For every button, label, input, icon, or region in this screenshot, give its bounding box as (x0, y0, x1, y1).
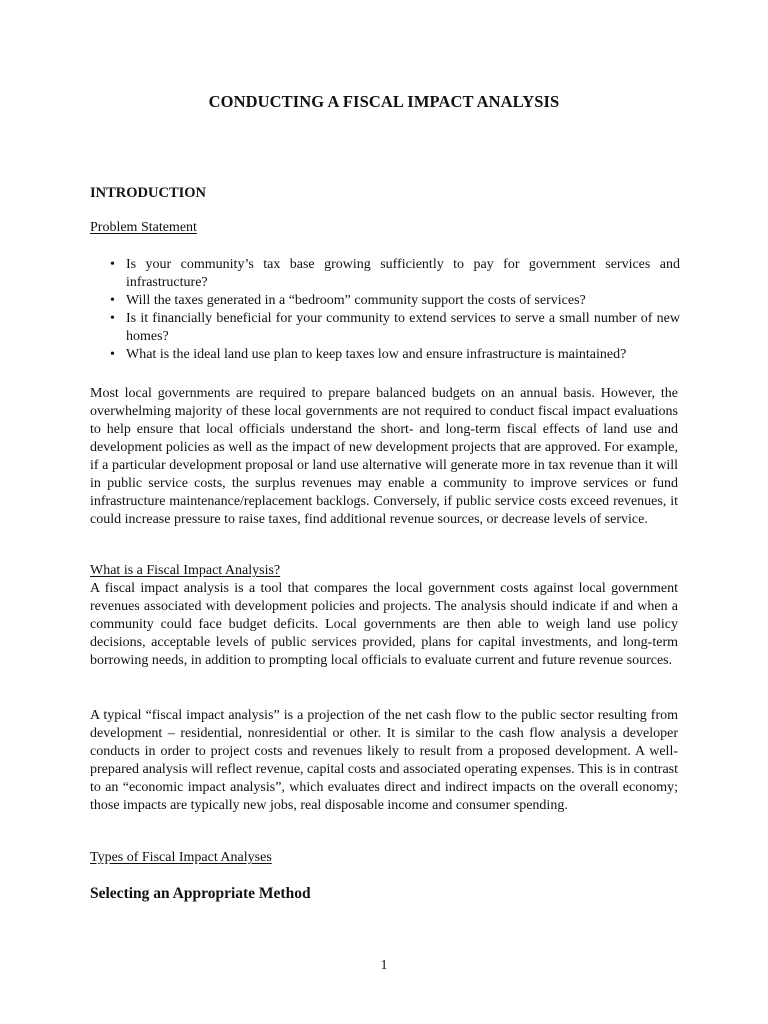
subheading-problem-statement: Problem Statement (90, 220, 197, 235)
problem-statement-list (90, 256, 680, 364)
list-item-text: What is the ideal land use plan to keep taxes low and ensure infrastructure is maintained? (126, 347, 627, 362)
paragraph-what-is: A fiscal impact analysis is a tool that compares the local government costs against local government revenues associated with development policies and projects. The analysis should indicate if and when a community could face budget deficits. Local governments are then able to weigh land use policy decisions, acceptable levels of public services provided, plans for capital investments, and long-term borrowing needs, in addition to prompting local officials to evaluate current and future revenue sources. (90, 581, 678, 668)
list-item (90, 256, 680, 292)
section-heading-introduction: INTRODUCTION (90, 185, 207, 201)
page-number: 1 (380, 958, 388, 973)
subheading-what-is-fiscal-impact-analysis: What is a Fiscal Impact Analysis? (90, 563, 281, 578)
bullet-icon: • (110, 257, 115, 272)
list-item (90, 292, 680, 310)
paragraph-budgets: Most local governments are required to prepare balanced budgets on an annual basis. However, the overwhelming majority of these local governments are not required to conduct fiscal impact evaluations to help ensure that local officials understand the short- and long-term fiscal effects of land use and development policies as well as the impact of new development projects that are approved. For example, if a particular development proposal or land use alternative will generate more in tax revenue than it will in public service costs, the surplus revenues may enable a community to improve services or fund infrastructure maintenance/replacement backlogs. Conversely, if public service costs exceed revenues, it could increase pressure to raise taxes, find additional revenue sources, or decrease levels of service. (90, 386, 678, 527)
document-title: CONDUCTING A FISCAL IMPACT ANALYSIS (208, 92, 560, 111)
heading-selecting-method: Selecting an Appropriate Method (90, 885, 311, 902)
list-item-text: Is your community’s tax base growing sufficiently to pay for government services and infrastructure? (126, 257, 680, 290)
bullet-icon: • (110, 311, 115, 326)
list-item (90, 310, 680, 346)
list-item-text: Will the taxes generated in a “bedroom” community support the costs of services? (126, 293, 586, 308)
subheading-types-of-analyses: Types of Fiscal Impact Analyses (90, 850, 272, 865)
paragraph-typical-analysis: A typical “fiscal impact analysis” is a projection of the net cash flow to the public sector resulting from development – residential, nonresidential or other. It is similar to the cash flow analysis a developer conducts in order to project costs and revenues likely to result from a proposed development. A well-prepared analysis will reflect revenue, capital costs and associated operating expenses. This is in contrast to an “economic impact analysis”, which evaluates direct and indirect impacts on the overall economy; those impacts are typically new jobs, real disposable income and consumer spending. (90, 708, 678, 813)
list-item-text: Is it financially beneficial for your community to extend services to serve a small number of new homes? (126, 311, 680, 344)
bullet-icon: • (110, 293, 115, 308)
bullet-icon: • (110, 347, 115, 362)
list-item (90, 346, 680, 364)
